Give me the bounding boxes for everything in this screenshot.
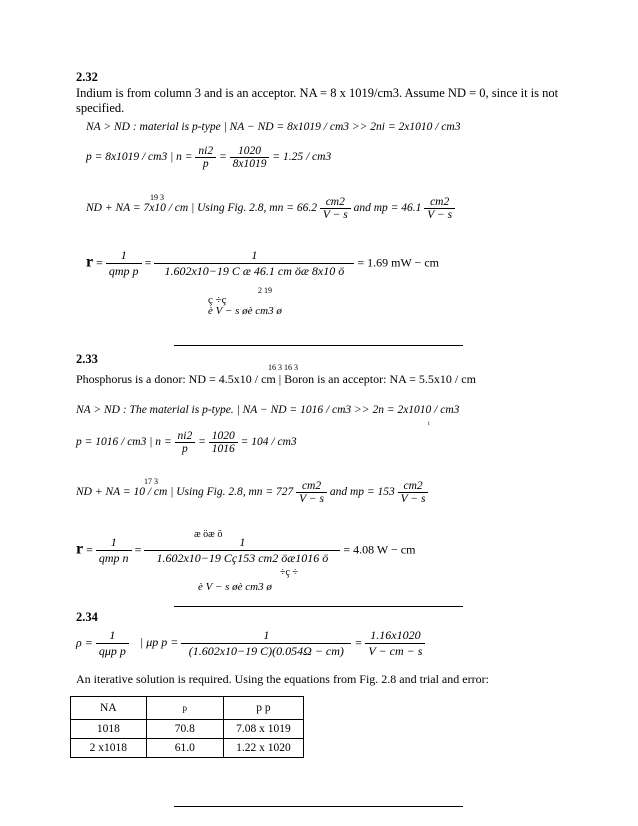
eq2-lhs: p = 8x1019 / cm3 | n = (86, 151, 193, 164)
table-cell: 1018 (71, 720, 147, 739)
problem-232-eq2: p = 8x1019 / cm3 | n = $\frac{ni2}{p}$ = $\frac{1020}{8x1019}$ = 1.25 / cm3 (86, 145, 332, 170)
problem-234-heading: 2.34 (76, 610, 98, 624)
problem-232-rho-exponents: 2 19 (258, 286, 272, 295)
eq3-unit-2: $\frac{cm2}{V - s}$ (424, 196, 455, 221)
problem-232-rho-eq: r = $\frac{1}{\text{qmp p}}$ = $\frac{1}{\text{1.602x10−19 C æ 46.1 cm öæ 8x10 ö}}$ = 1.69 mW − cm (86, 248, 439, 278)
problem-233-eq2: p = 1016 / cm3 | n = $\frac{ni2}{p}$ = $\frac{1020}{1016}$ = 104 / cm3 (76, 430, 297, 455)
problem-232-eq3: ND + NA = 7x10 / cm | Using Fig. 2.8, mn = 66.2 $\frac{cm2}{V - s}$ and mp = 46.1 $\frac{cm2}{V - s}$ (86, 196, 455, 221)
problem-233-eq1-subscript: i (428, 421, 430, 427)
rho-result: = 1.69 mW − cm (357, 255, 439, 270)
table-row (71, 739, 304, 758)
mu-p-frac: $\frac{1}{(1.602x10-19 C)(0.054\Omega - cm)}$ (181, 628, 351, 659)
rho-frac-1: $\frac{1}{\text{qmp n}}$ (96, 535, 132, 566)
eq2-frac-value: $\frac{1020}{8x1019}$ (230, 145, 270, 170)
results-table (70, 696, 304, 758)
problem-233-rho-bottom: è V − s øè cm3 ø (198, 581, 272, 593)
rho-frac-2: $\frac{1}{\text{1.602x10−19 C æ 46.1 cm öæ 8x10 ö}}$ (154, 248, 354, 279)
eq2-frac-ni2-over-p: $\frac{ni2}{p}$ (195, 145, 216, 170)
separator-233 (174, 606, 463, 607)
rho-frac-1: $\frac{1}{\text{qmp p}}$ (106, 248, 142, 279)
table-cell: 7.08 x 1019 (223, 720, 303, 739)
eq3-unit-2: $\frac{cm2}{V - s}$ (398, 480, 429, 505)
table-row (71, 720, 304, 739)
problem-233-rho-mid: ÷ç ÷ (280, 567, 298, 578)
mu-p-result-frac: $\frac{1.16x1020}{V - cm - s}$ (365, 628, 425, 659)
problem-232-rho-bracket-2: è V − s øè cm3 ø (208, 305, 282, 317)
eq3-unit-1: $\frac{cm2}{V - s}$ (296, 480, 327, 505)
eq2-frac-ni2-over-p: $\frac{ni2}{p}$ (175, 430, 196, 455)
problem-234-iterative-text: An iterative solution is required. Using the equations from Fig. 2.8 and trial and error: (76, 672, 489, 686)
problem-233-rho-topmark: æ öæ ö (194, 529, 223, 540)
eq2-result: = 1.25 / cm3 (272, 151, 332, 164)
problem-233-eq1: NA > ND : The material is p-type. | NA − ND = 1016 / cm3 >> 2n = 2x1010 / cm3 (76, 404, 460, 416)
problem-233-rho-eq: r = $\frac{1}{\text{qmp n}}$ = $\frac{1}{1.602x10-19 Cç153 cm2 öæ1016 ö}$ = 4.08 W − cm (76, 535, 416, 565)
eq3-unit-1: $\frac{cm2}{V - s}$ (320, 196, 351, 221)
problem-233-eq3-exponents: 17 3 (144, 477, 158, 486)
table-cell: 1.22 x 1020 (223, 739, 303, 758)
table-header-row (71, 697, 304, 720)
problem-232-intro-line2: specified. (76, 101, 125, 115)
problem-232-intro-line1: Indium is from column 3 and is an acceptor. NA = 8 x 1019/cm3. Assume ND = 0, since it is not (76, 86, 559, 100)
problem-232-heading: 2.32 (76, 70, 98, 84)
table-cell: 70.8 (146, 720, 223, 739)
table-cell: 2 x1018 (71, 739, 147, 758)
problem-232-eq1: NA > ND : material is p-type | NA − ND = 8x1019 / cm3 >> 2ni = 2x1010 / cm3 (86, 121, 461, 133)
problem-232-eq3-exponents: 19 3 (150, 193, 164, 202)
table-header-mu-p: p (146, 697, 223, 720)
separator-234 (174, 806, 463, 807)
table-header-na: NA (71, 697, 147, 720)
rho-frac-2: $\frac{1}{1.602x10-19 Cç153 cm2 öæ1016 ö}$ (144, 535, 340, 566)
rho-frac: $\frac{1}{\text{qμp p}}$ (96, 628, 129, 659)
eq2-frac-value: $\frac{1020}{1016}$ (209, 430, 238, 455)
problem-232-rho-bracket-1: ç ÷ç (208, 294, 227, 306)
problem-233-heading: 2.33 (76, 352, 98, 366)
separator-232 (174, 345, 463, 346)
table-header-mu-p-p: p p (223, 697, 303, 720)
problem-233-exponents: 16 3 16 3 (268, 363, 298, 372)
table-cell: 61.0 (146, 739, 223, 758)
problem-234-eq: ρ = $\frac{1}{\text{qμp p}}$ | μp p = $\frac{1}{(1.602x10-19 C)(0.054\Omega - cm)}$ = $\frac{1.16x1020}{V - cm - s}$ (76, 628, 425, 659)
problem-233-intro: Phosphorus is a donor: ND = 4.5x10 / cm | Boron is an acceptor: NA = 5.5x10 / cm (76, 372, 476, 386)
problem-233-eq3: ND + NA = 10 / cm | Using Fig. 2.8, mn = 727 $\frac{cm2}{V - s}$ and mp = 153 $\frac{cm2}{V - s}$ (76, 480, 428, 505)
